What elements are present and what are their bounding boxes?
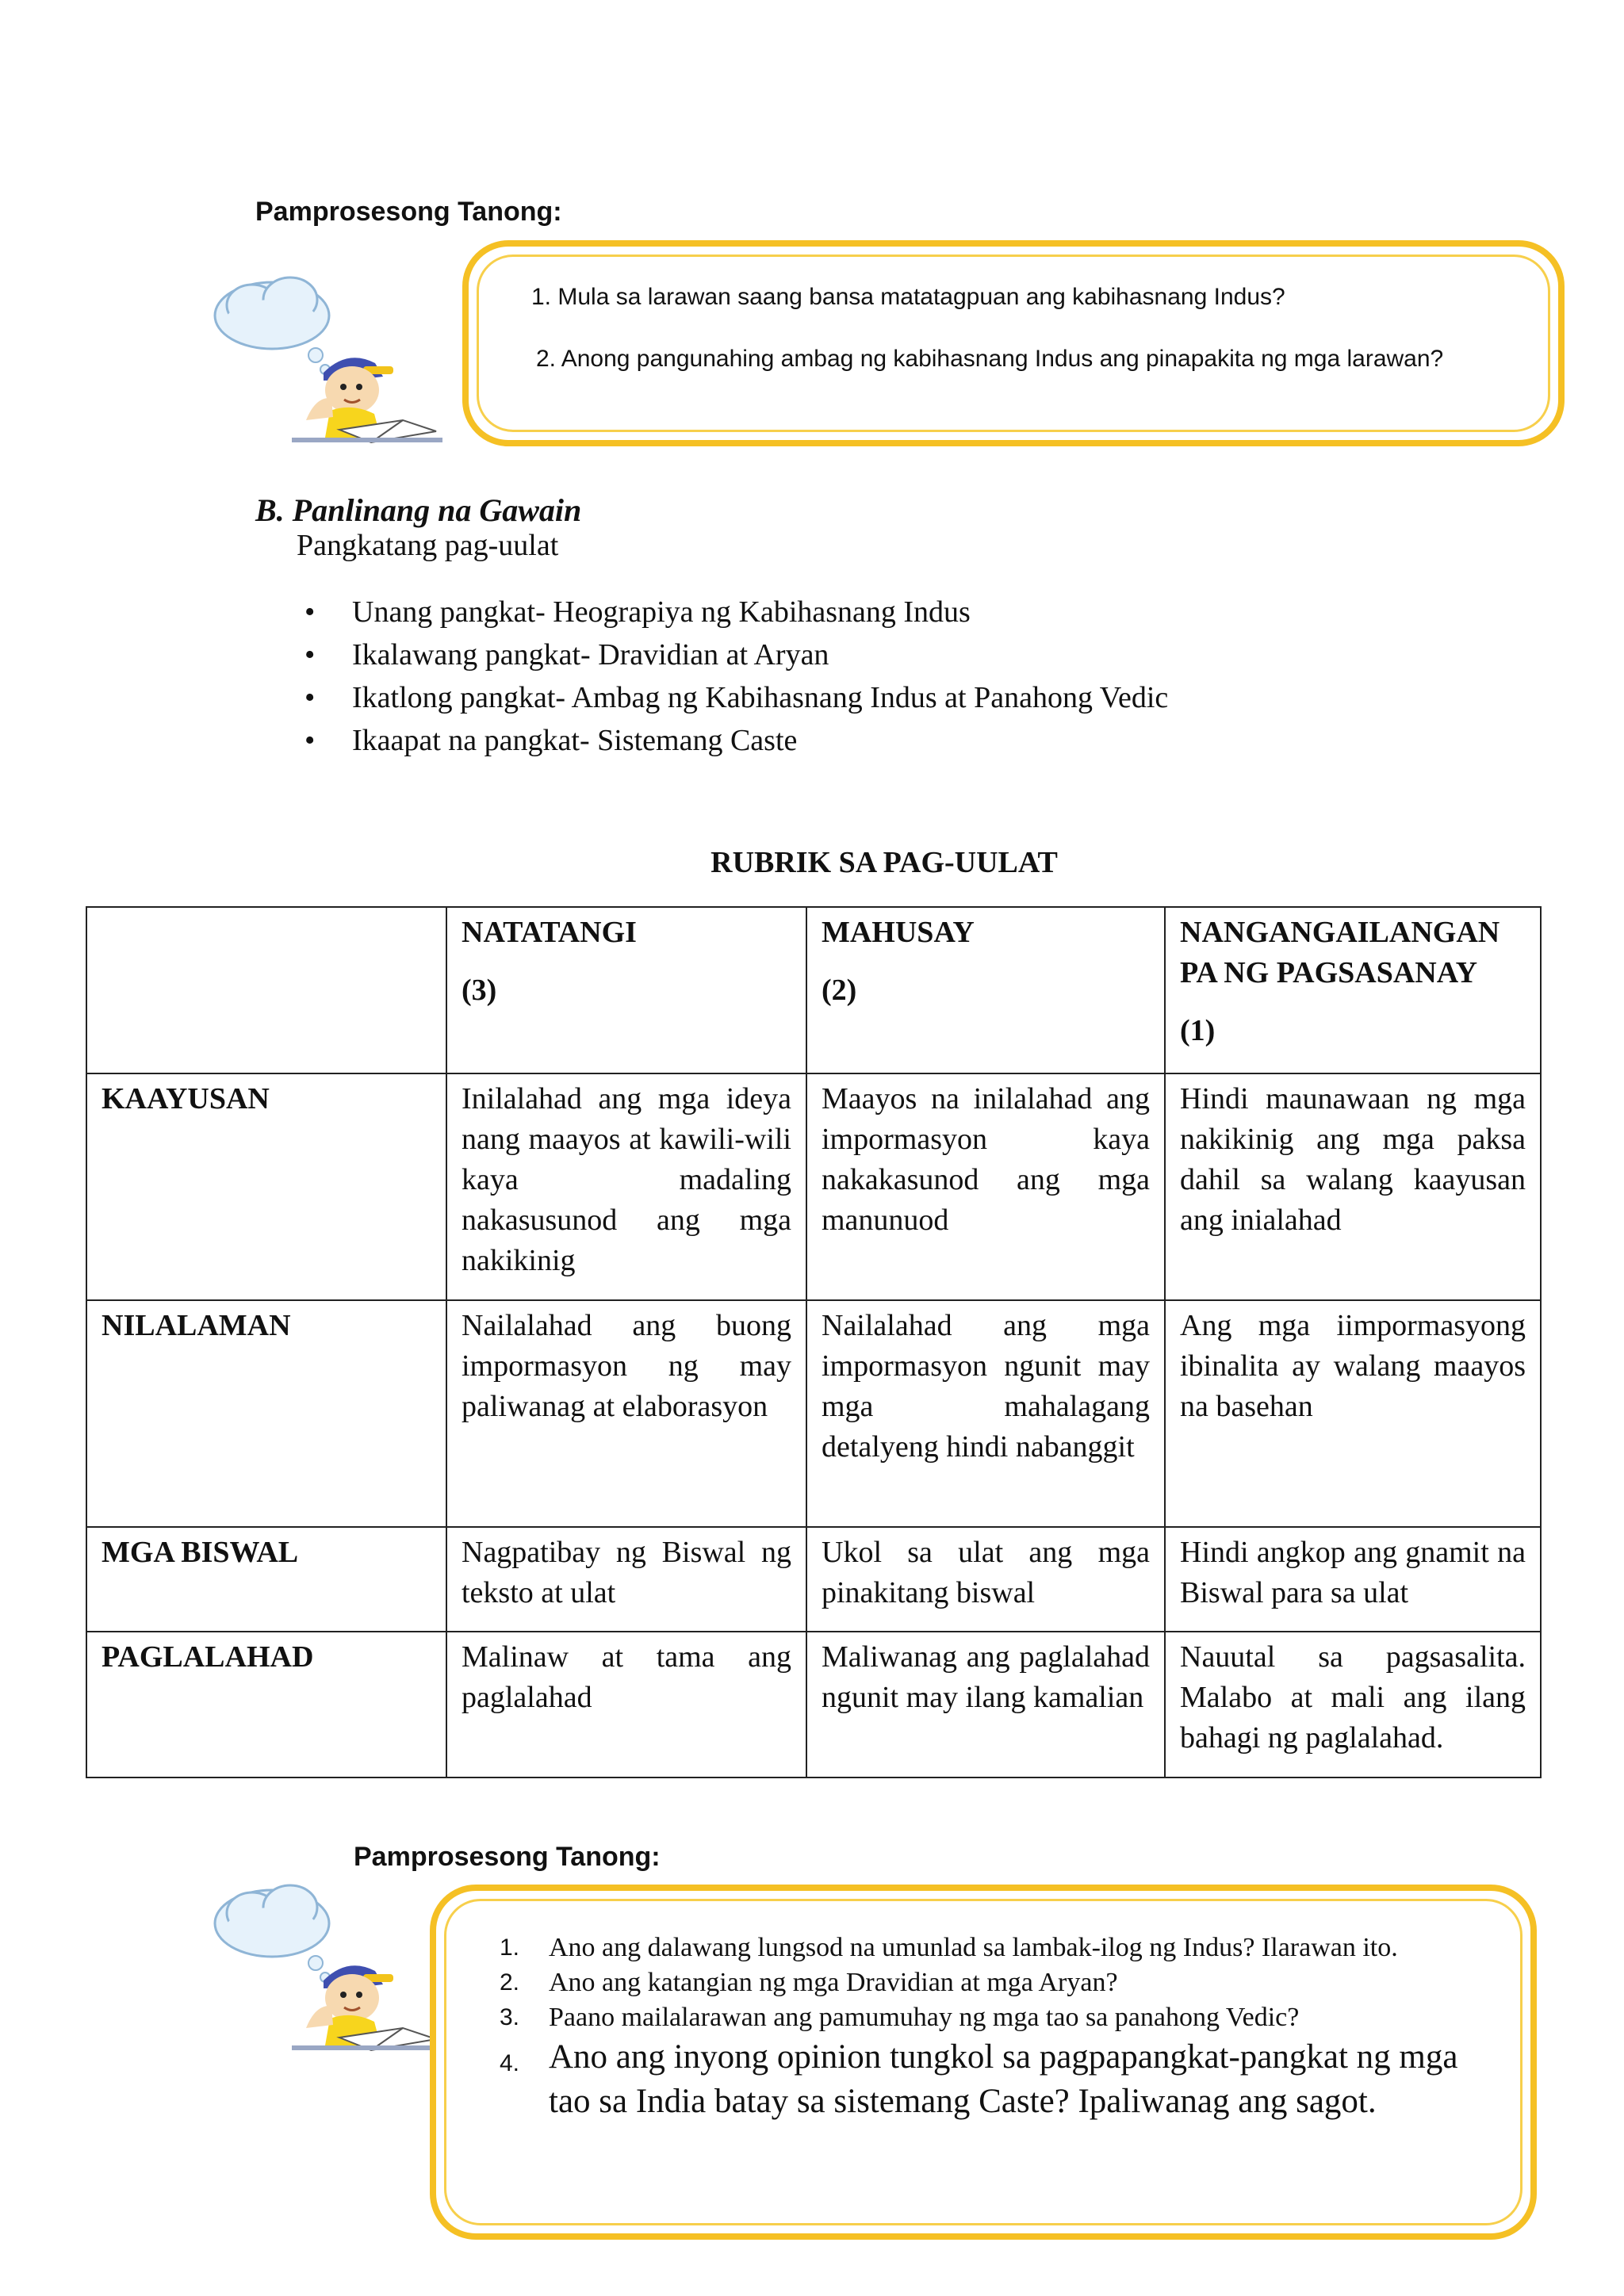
thinking-child-illustration [205,262,442,444]
table-cell: Maayos na inilalahad ang impormasyon kaya nakakasunod ang mga manunuod [806,1073,1165,1300]
table-cell: Nagpatibay ng Biswal ng teksto at ulat [446,1527,806,1632]
bullet-icon: • [304,681,316,714]
table-cell: Malinaw at tama ang paglalahad [446,1632,806,1777]
table-cell: Nauutal sa pagsasalita. Malabo at mali ang ilang bahagi ng paglalahad. [1165,1632,1541,1777]
header-cell: MAHUSAY (2) [806,907,1165,1073]
thought-cloud-icon [215,277,330,374]
group-list [304,591,1494,762]
table-cell: Nailalahad ang buong impormasyon ng may paliwanag at elaborasyon [446,1300,806,1527]
thinking-child-illustration [205,1869,442,2052]
table-cell: Maliwanag ang paglalahad ngunit may ilang kamalian [806,1632,1165,1777]
table-cell: Ang mga iimpormasyong ibinalita ay walang maayos na basehan [1165,1300,1541,1527]
list-item: • Ikaapat na pangkat- Sistemang Caste [304,719,1494,762]
table-cell: Hindi maunawaan ng mga nakikinig ang mga paksa dahil sa walang kaayusan ang inialahad [1165,1073,1541,1300]
bullet-icon: • [304,638,316,672]
criterion-cell: MGA BISWAL [86,1527,446,1632]
questions-callout-a [462,240,1565,446]
table-row [86,1073,1541,1300]
table-row [86,1527,1541,1632]
header-empty-cell [86,907,446,1073]
header-cell: NANGANGAILANGAN PA NG PAGSASANAY (1) [1165,907,1541,1073]
criterion-cell: NILALAMAN [86,1300,446,1527]
section-a-heading: Pamprosesong Tanong: [255,197,562,227]
table-row [86,1632,1541,1777]
table-header-row [86,907,1541,1073]
section-c-heading: Pamprosesong Tanong: [354,1842,661,1872]
list-item: 1. Ano ang dalawang lungsod na umunlad sa lambak-ilog ng Indus? Ilarawan ito. [500,1933,1398,1962]
criterion-cell: KAAYUSAN [86,1073,446,1300]
list-item: • Ikalawang pangkat- Dravidian at Aryan [304,633,1494,676]
list-item: 3. Paano mailalarawan ang pamumuhay ng mga tao sa panahong Vedic? [500,2003,1300,2032]
table-cell: Inilalahad ang mga ideya nang maayos at kawili-wili kaya madaling nakasusunod ang mga nakikinig [446,1073,806,1300]
bullet-icon: • [304,595,316,629]
question-a-2: 2. Anong pangunahing ambag ng kabihasnang Indus ang pinapakita ng mga larawan? [536,346,1444,372]
question-list [500,1931,1483,2124]
list-item: • Unang pangkat- Heograpiya ng Kabihasnang Indus [304,591,1494,633]
question-a-1: 1. Mula sa larawan saang bansa matatagpuan ang kabihasnang Indus? [531,284,1285,310]
questions-callout-c [430,1885,1537,2240]
section-b-title: B. Panlinang na Gawain [255,492,582,528]
table-cell: Ukol sa ulat ang mga pinakitang biswal [806,1527,1165,1632]
header-cell: NATATANGI (3) [446,907,806,1073]
list-item: 2. Ano ang katangian ng mga Dravidian at mga Aryan? [500,1968,1118,1997]
thought-cloud-icon [215,1885,330,1982]
section-b-subtitle: Pangkatang pag-uulat [297,529,559,562]
rubric-table [86,906,1542,1778]
bullet-icon: • [304,724,316,757]
rubric-title: RUBRIK SA PAG-UULAT [710,846,1058,879]
table-row [86,1300,1541,1527]
table-cell: Hindi angkop ang gnamit na Biswal para sa ulat [1165,1527,1541,1632]
table-cell: Nailalahad ang mga impormasyon ngunit may mga mahalagang detalyeng hindi nabanggit [806,1300,1165,1527]
list-item: 4. Ano ang inyong opinion tungkol sa pagpapangkat-pangkat ng mga tao sa India batay sa sistemang Caste? Ipaliwanag ang sagot. [500,2038,1458,2120]
list-item: • Ikatlong pangkat- Ambag ng Kabihasnang Indus at Panahong Vedic [304,676,1494,719]
criterion-cell: PAGLALAHAD [86,1632,446,1777]
